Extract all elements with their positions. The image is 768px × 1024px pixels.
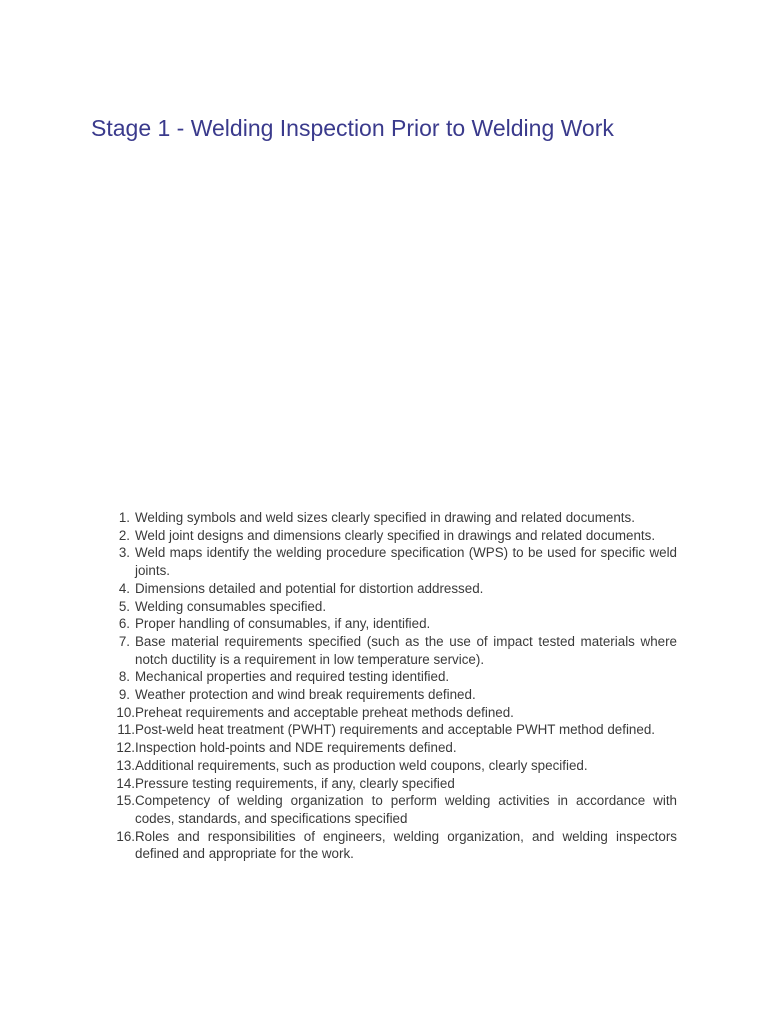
- item-number: 1.: [118, 510, 130, 525]
- item-number: 13.: [116, 757, 135, 773]
- item-text: Dimensions detailed and potential for distortion addressed.: [135, 580, 484, 596]
- item-number: 7.: [118, 633, 130, 649]
- item-text: Mechanical properties and required testing identified.: [135, 669, 450, 685]
- item-text: Competency of welding organization to perform welding activities in accordance with codes, standards, and specifications specified: [135, 793, 677, 826]
- inspection-checklist: [110, 509, 677, 863]
- list-item: [110, 668, 677, 686]
- item-text: Weld joint designs and dimensions clearly specified in drawings and related documents.: [135, 527, 656, 543]
- item-number: 16.: [116, 828, 135, 844]
- list-item: [110, 633, 677, 668]
- list-item: [110, 509, 677, 527]
- list-item: [110, 527, 677, 545]
- item-text: Pressure testing requirements, if any, clearly specified: [135, 775, 455, 791]
- list-item: [110, 686, 677, 704]
- list-item: [110, 544, 677, 579]
- item-text: Proper handling of consumables, if any, identified.: [135, 616, 431, 632]
- list-item: [110, 598, 677, 616]
- list-item: [110, 757, 677, 775]
- item-number: 11.: [117, 722, 135, 738]
- item-number: 4.: [118, 580, 130, 596]
- item-number: 8.: [118, 669, 130, 685]
- item-number: 2.: [118, 527, 130, 543]
- list-item: [110, 704, 677, 722]
- list-item: [110, 615, 677, 633]
- item-number: 5.: [118, 598, 130, 614]
- item-number: 15.: [116, 793, 135, 809]
- item-text: Roles and responsibilities of engineers, welding organization, and welding inspectors defined and appropriate for the work.: [135, 828, 677, 862]
- list-item: [110, 775, 677, 793]
- list-item: [110, 828, 677, 863]
- item-text: Inspection hold-points and NDE requirements defined.: [135, 740, 457, 756]
- item-number: 6.: [118, 616, 130, 632]
- item-number: 3.: [118, 545, 130, 561]
- item-text: Additional requirements, such as production weld coupons, clearly specified.: [135, 757, 588, 773]
- item-text: Weld maps identify the welding procedure specification (WPS) to be used for specific weld joints.: [135, 545, 677, 579]
- item-text: Weather protection and wind break requirements defined.: [135, 687, 476, 703]
- item-number: 14.: [116, 775, 135, 791]
- item-number: 10.: [116, 704, 135, 720]
- item-number: 12.: [116, 740, 135, 756]
- item-text: Preheat requirements and acceptable preheat methods defined.: [135, 704, 514, 720]
- item-text: Post-weld heat treatment (PWHT) requirements and acceptable PWHT method defined.: [135, 722, 655, 738]
- item-text: Welding symbols and weld sizes clearly specified in drawing and related documents.: [135, 510, 635, 525]
- item-text: Welding consumables specified.: [135, 598, 327, 614]
- item-number: 9.: [118, 687, 130, 703]
- list-item: [110, 580, 677, 598]
- list-item: [110, 792, 677, 827]
- list-item: [110, 739, 677, 757]
- list-item: [110, 721, 677, 739]
- page-title: Stage 1 - Welding Inspection Prior to Welding Work: [91, 115, 614, 141]
- item-text: Base material requirements specified (such as the use of impact tested materials where notch ductility is a requirement in low temperature service).: [135, 633, 677, 667]
